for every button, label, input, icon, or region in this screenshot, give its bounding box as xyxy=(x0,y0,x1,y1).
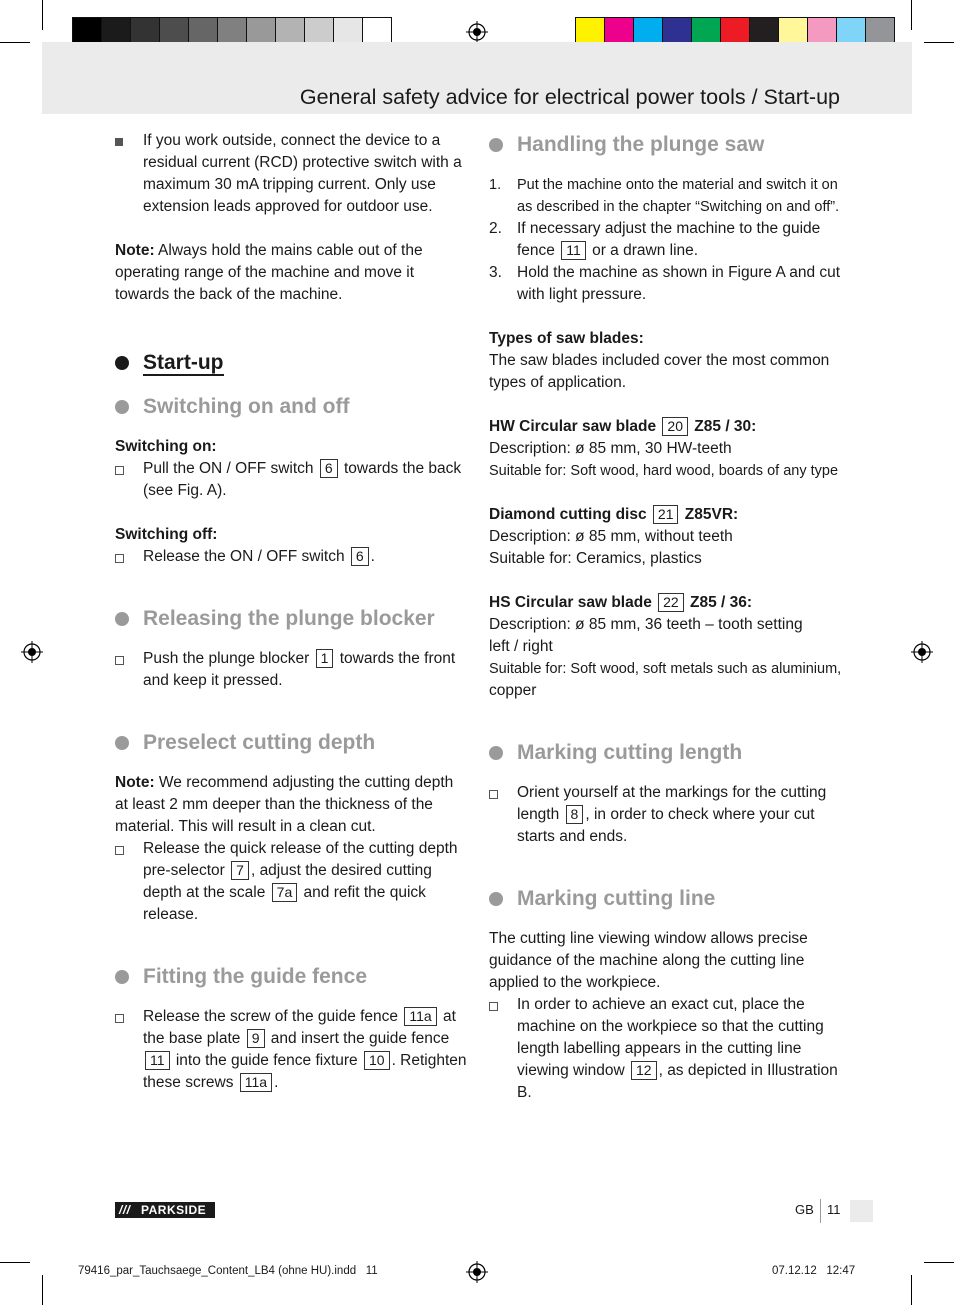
open-square-bullet-icon xyxy=(115,1014,124,1023)
page-title: General safety advice for electrical power tools / Start-up xyxy=(299,85,840,109)
part-ref-11: 11 xyxy=(561,241,586,260)
list-item: Push the plunge blocker 1 towards the front and keep it pressed. xyxy=(115,648,470,692)
open-square-bullet-icon xyxy=(115,846,124,855)
bullet-dot-icon xyxy=(115,612,129,626)
hs-blade-description: Description: ø 85 mm, 36 teeth – tooth setting left / right xyxy=(489,616,803,655)
note-label: Note: xyxy=(115,242,155,259)
right-column xyxy=(489,130,844,1104)
list-item: Release the quick release of the cutting depth pre-selector 7 , adjust the desired cutting depth at the scale 7a and refit the quick release. xyxy=(115,838,470,926)
switching-on-label: Switching on: xyxy=(115,438,217,455)
crop-mark xyxy=(911,1275,912,1305)
crop-mark xyxy=(924,1262,954,1263)
crop-mark xyxy=(924,42,954,43)
language-code: GB xyxy=(795,1202,814,1217)
section-heading-startup: Start-up xyxy=(115,348,470,378)
open-square-bullet-icon xyxy=(489,1002,498,1011)
list-item: In order to achieve an exact cut, place the machine on the workpiece so that the cutting length labelling appears in the cutting line viewing window 12 , as depicted in Illustration B. xyxy=(489,994,844,1104)
section-heading-length: Marking cutting length xyxy=(489,738,844,768)
part-ref-9: 9 xyxy=(247,1029,265,1048)
part-ref-7: 7 xyxy=(231,861,249,880)
part-ref-22: 22 xyxy=(658,593,684,612)
section-heading-fence: Fitting the guide fence xyxy=(115,962,470,992)
diamond-disc-suitability: Suitable for: Ceramics, plastics xyxy=(489,550,702,567)
divider xyxy=(820,1199,821,1223)
section-heading-handling: Handling the plunge saw xyxy=(489,130,844,160)
list-item: 3. Hold the machine as shown in Figure A and cut with light pressure. xyxy=(489,264,841,303)
section-heading-depth: Preselect cutting depth xyxy=(115,728,470,758)
left-column xyxy=(115,130,470,1094)
part-ref-12: 12 xyxy=(631,1061,657,1080)
section-heading-switching: Switching on and off xyxy=(115,392,470,422)
list-item: Release the screw of the guide fence 11a at the base plate 9 and insert the guide fence 11 into the guide fence fixture 10 . Retighten these screws 11a . xyxy=(115,1006,470,1094)
registration-mark-icon xyxy=(466,21,488,43)
crop-mark xyxy=(42,1275,43,1305)
open-square-bullet-icon xyxy=(115,656,124,665)
types-label: Types of saw blades: xyxy=(489,330,644,347)
part-ref-20: 20 xyxy=(662,417,688,436)
part-ref-6: 6 xyxy=(351,547,369,566)
depth-note: Note: We recommend adjusting the cutting depth at least 2 mm deeper than the thickness of the material. This will result in a clean cut. xyxy=(115,774,454,835)
part-ref-1: 1 xyxy=(316,649,334,668)
page-header xyxy=(42,42,912,114)
list-item: Release the ON / OFF switch 6 . xyxy=(115,546,470,568)
bullet-dot-icon xyxy=(115,736,129,750)
parkside-logo: /// PARKSIDE xyxy=(115,1202,215,1218)
square-bullet-icon xyxy=(115,138,123,146)
bullet-dot-icon xyxy=(115,400,129,414)
section-heading-line: Marking cutting line xyxy=(489,884,844,914)
diamond-disc-title: Diamond cutting disc 21 Z85VR: xyxy=(489,506,739,523)
list-item: 2. If necessary adjust the machine to the guide fence 11 or a drawn line. xyxy=(489,220,821,259)
note-paragraph xyxy=(115,240,470,306)
part-ref-10: 10 xyxy=(364,1051,390,1070)
crop-mark xyxy=(0,1262,30,1263)
types-text: The saw blades included cover the most common types of application. xyxy=(489,352,830,391)
hs-blade-suitability-cont: copper xyxy=(489,682,537,699)
hw-blade-description: Description: ø 85 mm, 30 HW-teeth xyxy=(489,440,732,457)
registration-mark-icon xyxy=(21,641,43,663)
part-ref-11a: 11a xyxy=(240,1073,272,1092)
list-item: 1. Put the machine onto the material and switch it on as described in the chapter “Switching on and off”. xyxy=(489,177,840,215)
line-intro-text: The cutting line viewing window allows precise guidance of the machine along the cutting line applied to the workpiece. xyxy=(489,930,808,991)
outdoor-rcd-text: If you work outside, connect the device to a residual current (RCD) protective switch with a maximum 30 mA tripping current. Only use extension leads approved for outdoor use. xyxy=(143,132,462,215)
part-ref-21: 21 xyxy=(653,505,679,524)
bullet-dot-icon xyxy=(489,138,503,152)
bullet-dot-icon xyxy=(115,970,129,984)
open-square-bullet-icon xyxy=(115,554,124,563)
page-number: 11 xyxy=(827,1202,841,1217)
page-tab xyxy=(850,1200,873,1222)
crop-mark xyxy=(0,42,30,43)
part-ref-11a: 11a xyxy=(404,1007,436,1026)
registration-mark-icon xyxy=(911,641,933,663)
hw-blade-title: HW Circular saw blade 20 Z85 / 30: xyxy=(489,418,757,435)
list-item xyxy=(115,130,470,218)
bullet-dot-icon xyxy=(115,356,129,370)
part-ref-8: 8 xyxy=(566,805,584,824)
hw-blade-suitability: Suitable for: Soft wood, hard wood, boards of any type xyxy=(489,463,839,479)
part-ref-6: 6 xyxy=(320,459,338,478)
hs-blade-title: HS Circular saw blade 22 Z85 / 36: xyxy=(489,594,753,611)
note-text: Always hold the mains cable out of the operating range of the machine and move it towards the back of the machine. xyxy=(115,242,423,303)
bullet-dot-icon xyxy=(489,746,503,760)
registration-mark-icon xyxy=(466,1261,488,1283)
hs-blade-suitability: Suitable for: Soft wood, soft metals such as aluminium, xyxy=(489,661,842,677)
crop-mark xyxy=(911,0,912,30)
diamond-disc-description: Description: ø 85 mm, without teeth xyxy=(489,528,733,545)
open-square-bullet-icon xyxy=(489,790,498,799)
part-ref-7a: 7a xyxy=(272,883,298,902)
crop-mark xyxy=(42,0,43,30)
list-item: Pull the ON / OFF switch 6 towards the back (see Fig. A). xyxy=(115,458,470,502)
section-heading-plunge: Releasing the plunge blocker xyxy=(115,604,470,634)
print-slug-date: 07.12.12 12:47 xyxy=(772,1265,856,1277)
part-ref-11: 11 xyxy=(145,1051,170,1070)
print-slug-file: 79416_par_Tauchsaege_Content_LB4 (ohne HU).indd 11 xyxy=(78,1265,378,1277)
switching-off-label: Switching off: xyxy=(115,526,218,543)
bullet-dot-icon xyxy=(489,892,503,906)
list-item: Orient yourself at the markings for the cutting length 8 , in order to check where your cut starts and ends. xyxy=(489,782,844,848)
open-square-bullet-icon xyxy=(115,466,124,475)
